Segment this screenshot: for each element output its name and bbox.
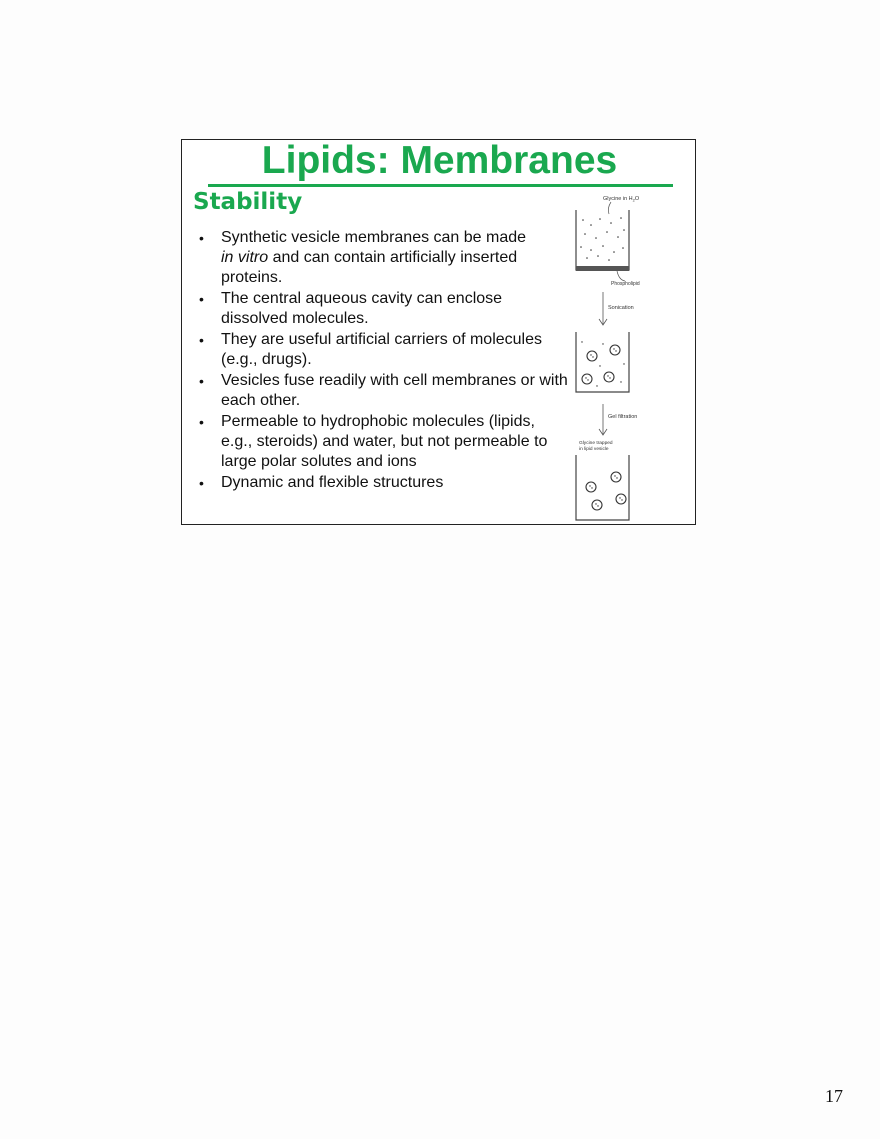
bullet-item-5	[196, 412, 568, 472]
bullet-text: and can contain artificially inserted proteins.	[221, 249, 518, 286]
beaker-1	[576, 210, 629, 271]
bullet-text: Dynamic and flexible structures	[221, 474, 444, 491]
figure-label-phospholipid: Phospholipid	[611, 281, 640, 287]
figure-label-gel-filtration: Gel filtration	[608, 414, 638, 420]
bullet-icon: •	[199, 291, 204, 307]
section-subtitle: Stability	[193, 189, 303, 215]
bullet-text: Synthetic vesicle membranes can be made	[221, 229, 527, 246]
bullet-text: Permeable to hydrophobic molecules (lipids, e.g., steroids) and water, but not permeable to large polar solutes and ions	[221, 413, 548, 470]
bullet-text: The central aqueous cavity can enclose dissolved molecules.	[221, 290, 503, 327]
bullet-list	[196, 228, 568, 494]
bullet-item-4	[196, 371, 568, 411]
arrow-down-icon	[599, 292, 607, 325]
slide	[181, 139, 696, 525]
figure-label-glycine: Glycine in $H_2O$	[603, 196, 640, 203]
arrow-down-icon	[599, 404, 607, 435]
bullet-italic-term: in vitro	[221, 249, 269, 266]
bullet-icon: •	[199, 373, 204, 389]
title-underline	[208, 184, 673, 187]
bullet-item-2	[196, 289, 568, 329]
bullet-text: They are useful artificial carriers of molecules (e.g., drugs).	[221, 331, 543, 368]
figure-label-trapped: Glycine trapped	[579, 441, 613, 446]
bullet-item-3	[196, 330, 568, 370]
bullet-text: Vesicles fuse readily with cell membranes or with each other.	[221, 372, 568, 409]
vesicle-figure	[567, 192, 655, 522]
figure-label-sonication: Sonication	[608, 305, 634, 311]
bullet-icon: •	[199, 475, 204, 491]
beaker-3	[576, 455, 629, 520]
figure-label-trapped: in lipid vesicle	[579, 447, 609, 452]
slide-title: Lipids: Membranes	[261, 139, 618, 182]
page-number: 17	[825, 1086, 843, 1106]
bullet-item-6	[196, 473, 568, 493]
bullet-icon: •	[199, 414, 204, 430]
bullet-icon: •	[199, 332, 204, 348]
bullet-item-1	[196, 228, 568, 288]
bullet-icon: •	[199, 230, 204, 246]
beaker-2	[576, 332, 629, 392]
